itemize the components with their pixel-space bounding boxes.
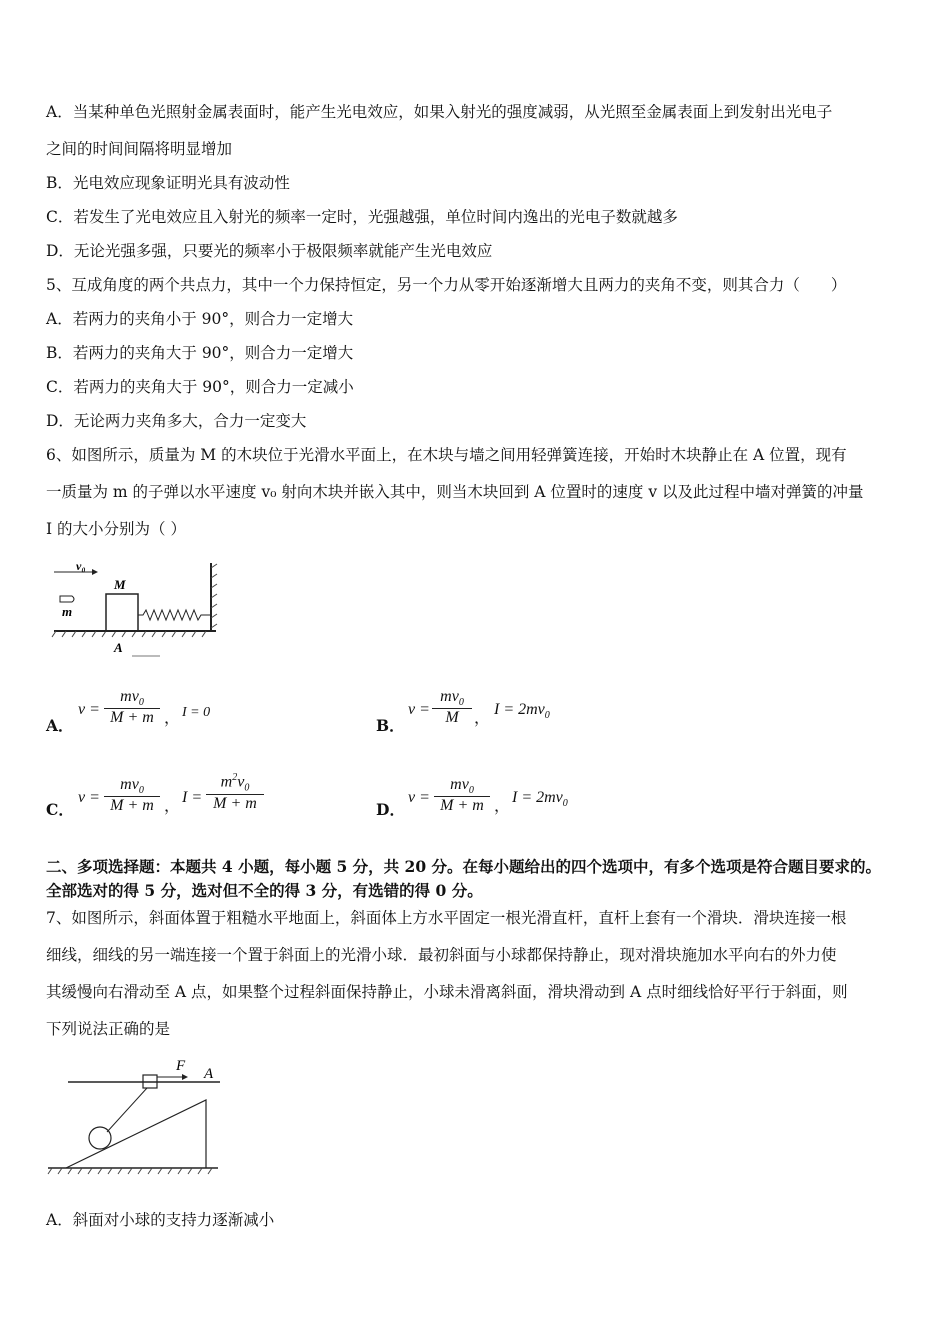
text-line-1: A．当某种单色光照射金属表面时，能产生光电效应，如果入射光的强度减弱，从光照至金属表面上到发射出光电子 bbox=[46, 103, 833, 121]
question-6-stem-2: 一质量为 m 的子弹以水平速度 v₀ 射向木块并嵌入其中，则当木块回到 A 位置时的速度 v 以及此过程中墙对弹簧的冲量 bbox=[46, 483, 864, 501]
question-7-stem-1: 7、如图所示，斜面体置于粗糙水平地面上，斜面体上方水平固定一根光滑直杆，直杆上套有一个滑块．滑块连接一根 bbox=[46, 909, 847, 927]
q6-option-b-label: B． bbox=[376, 716, 405, 735]
label-m: m bbox=[62, 604, 73, 619]
question-7-stem-3: 其缓慢向右滑动至 A 点，如果整个过程斜面保持静止，小球未滑离斜面，滑块滑动到 A 点时细线恰好平行于斜面，则 bbox=[46, 983, 848, 1001]
text-line-3: B．光电效应现象证明光具有波动性 bbox=[46, 174, 290, 192]
label-v0: v₀ bbox=[76, 559, 86, 573]
q7-option-a: A．斜面对小球的支持力逐渐减小 bbox=[46, 1211, 275, 1229]
q6-spring-block-figure bbox=[46, 558, 226, 660]
question-6-stem-3: I 的大小分别为（ ） bbox=[46, 520, 186, 538]
q6-option-c-label: C． bbox=[46, 800, 74, 819]
section-2-heading-2: 全部选对的得 5 分，选对但不全的得 3 分，有选错的得 0 分。 bbox=[46, 881, 483, 900]
q6-option-a-formula: v = $mv_0$ M + m ， I = 0 bbox=[78, 688, 211, 727]
question-7-stem-2: 细线，细线的另一端连接一个置于斜面上的光滑小球．最初斜面与小球都保持静止，现对滑块施加水平向右的外力使 bbox=[46, 946, 837, 964]
section-2-heading-1: 二、多项选择题：本题共 4 小题，每小题 5 分，共 20 分。在每小题给出的四个选项中，有多个选项是符合题目要求的。 bbox=[46, 857, 882, 876]
text-line-4: C．若发生了光电效应且入射光的频率一定时，光强越强，单位时间内逸出的光电子数就越多 bbox=[46, 208, 678, 226]
question-7-stem-4: 下列说法正确的是 bbox=[46, 1020, 171, 1038]
q5-option-b: B．若两力的夹角大于 90°，则合力一定增大 bbox=[46, 344, 354, 362]
label-A-point: A bbox=[204, 1066, 214, 1082]
q6-option-a-label: A． bbox=[46, 716, 74, 735]
q5-option-d: D．无论两力夹角多大，合力一定变大 bbox=[46, 412, 307, 430]
q5-option-c: C．若两力的夹角大于 90°，则合力一定减小 bbox=[46, 378, 354, 396]
q6-option-b-formula: v = $mv_0$ M ， $I = 2mv_0$ bbox=[408, 688, 550, 727]
question-6-stem-1: 6、如图所示，质量为 M 的木块位于光滑水平面上，在木块与墙之间用轻弹簧连接，开始时木块静止在 A 位置，现有 bbox=[46, 446, 847, 464]
question-5-stem: 5、互成角度的两个共点力，其中一个力保持恒定，另一个力从零开始逐渐增大且两力的夹角不变，则其合力（ ） bbox=[46, 276, 847, 294]
text-line-5: D．无论光强多强，只要光的频率小于极限频率就能产生光电效应 bbox=[46, 242, 493, 260]
q5-option-a: A．若两力的夹角小于 90°，则合力一定增大 bbox=[46, 310, 354, 328]
q6-option-d-formula: v = $mv_0$ M + m ， $I = 2mv_0$ bbox=[408, 776, 568, 815]
label-M: M bbox=[114, 577, 126, 592]
label-A: A bbox=[114, 640, 123, 655]
q6-option-c-formula: v = $mv_0$ M + m ， I = $m^2v_0$ M + m bbox=[78, 772, 298, 826]
q6-option-d-label: D． bbox=[376, 800, 405, 819]
text-line-2: 之间的时间间隔将明显增加 bbox=[46, 140, 233, 158]
q7-incline-figure bbox=[44, 1050, 234, 1180]
label-F: F bbox=[176, 1058, 186, 1074]
